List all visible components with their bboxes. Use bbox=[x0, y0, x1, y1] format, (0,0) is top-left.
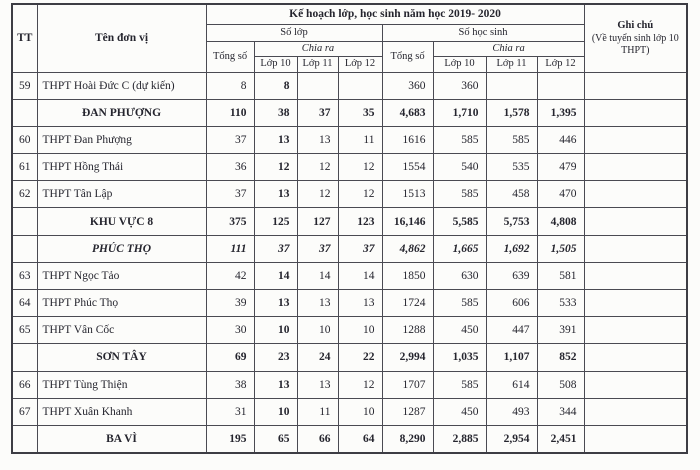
students-grade12: 581 bbox=[537, 262, 584, 289]
header-classes-group: Số lớp bbox=[206, 24, 382, 41]
students-total: 4,683 bbox=[382, 99, 433, 126]
header-classes-grade10: Lớp 10 bbox=[254, 56, 297, 72]
header-students-total: Tổng số bbox=[382, 41, 433, 72]
classes-total: 69 bbox=[206, 344, 254, 371]
row-number: 62 bbox=[12, 181, 37, 208]
classes-grade12: 13 bbox=[338, 290, 382, 317]
students-grade11: 447 bbox=[486, 317, 537, 344]
classes-total: 8 bbox=[206, 72, 254, 99]
students-grade10: 1,035 bbox=[433, 344, 486, 371]
classes-grade10: 65 bbox=[254, 425, 297, 452]
group-summary-row bbox=[12, 425, 687, 452]
students-grade12: 852 bbox=[537, 344, 584, 371]
classes-grade10: 13 bbox=[254, 371, 297, 398]
students-grade11: 1,692 bbox=[486, 235, 537, 262]
classes-total: 31 bbox=[206, 398, 254, 425]
unit-name: THPT Phúc Thọ bbox=[37, 290, 206, 317]
table-row bbox=[12, 290, 687, 317]
classes-grade12: 37 bbox=[338, 235, 382, 262]
header-students-grade11: Lớp 11 bbox=[486, 56, 537, 72]
note-cell bbox=[584, 235, 687, 262]
students-grade10: 5,585 bbox=[433, 208, 486, 235]
row-number: 63 bbox=[12, 262, 37, 289]
header-unit-name: Tên đơn vị bbox=[37, 4, 206, 72]
classes-grade10: 14 bbox=[254, 262, 297, 289]
classes-total: 37 bbox=[206, 181, 254, 208]
row-number: 59 bbox=[12, 72, 37, 99]
group-summary-row bbox=[12, 208, 687, 235]
students-total: 360 bbox=[382, 72, 433, 99]
table-row bbox=[12, 154, 687, 181]
students-grade12: 391 bbox=[537, 317, 584, 344]
table-row bbox=[12, 371, 687, 398]
table-header bbox=[12, 4, 687, 72]
students-total: 1616 bbox=[382, 126, 433, 153]
students-total: 1288 bbox=[382, 317, 433, 344]
header-classes-breakdown: Chia ra bbox=[254, 41, 382, 56]
note-cell bbox=[584, 126, 687, 153]
note-cell bbox=[584, 371, 687, 398]
unit-name: THPT Ngọc Tảo bbox=[37, 262, 206, 289]
classes-total: 36 bbox=[206, 154, 254, 181]
classes-grade12: 12 bbox=[338, 371, 382, 398]
students-total: 1554 bbox=[382, 154, 433, 181]
note-cell bbox=[584, 181, 687, 208]
row-number bbox=[12, 344, 37, 371]
classes-grade11: 10 bbox=[297, 317, 338, 344]
row-number bbox=[12, 208, 37, 235]
classes-grade12: 22 bbox=[338, 344, 382, 371]
students-grade10: 540 bbox=[433, 154, 486, 181]
students-grade11: 614 bbox=[486, 371, 537, 398]
students-grade11: 585 bbox=[486, 126, 537, 153]
classes-grade11 bbox=[297, 72, 338, 99]
classes-grade11: 13 bbox=[297, 371, 338, 398]
students-grade10: 585 bbox=[433, 126, 486, 153]
header-row-1 bbox=[12, 4, 687, 24]
classes-grade12: 123 bbox=[338, 208, 382, 235]
unit-name: THPT Vân Cốc bbox=[37, 317, 206, 344]
header-note bbox=[584, 4, 687, 72]
note-subtitle: (Về tuyển sinh lớp 10 THPT) bbox=[591, 32, 679, 57]
header-classes-grade11: Lớp 11 bbox=[297, 56, 338, 72]
students-grade12: 446 bbox=[537, 126, 584, 153]
row-number: 61 bbox=[12, 154, 37, 181]
students-grade12: 344 bbox=[537, 398, 584, 425]
students-grade11: 1,578 bbox=[486, 99, 537, 126]
note-cell bbox=[584, 317, 687, 344]
students-grade12: 508 bbox=[537, 371, 584, 398]
students-grade10: 630 bbox=[433, 262, 486, 289]
classes-total: 37 bbox=[206, 126, 254, 153]
classes-total: 111 bbox=[206, 235, 254, 262]
classes-grade12: 64 bbox=[338, 425, 382, 452]
students-grade10: 585 bbox=[433, 290, 486, 317]
row-number bbox=[12, 425, 37, 452]
classes-grade12: 11 bbox=[338, 126, 382, 153]
students-grade10: 2,885 bbox=[433, 425, 486, 452]
classes-total: 30 bbox=[206, 317, 254, 344]
note-cell bbox=[584, 398, 687, 425]
students-grade12: 1,395 bbox=[537, 99, 584, 126]
classes-grade10: 13 bbox=[254, 126, 297, 153]
students-grade12: 1,505 bbox=[537, 235, 584, 262]
classes-grade10: 13 bbox=[254, 181, 297, 208]
students-grade11: 639 bbox=[486, 262, 537, 289]
students-total: 1513 bbox=[382, 181, 433, 208]
classes-grade11: 11 bbox=[297, 398, 338, 425]
header-students-group: Số học sinh bbox=[382, 24, 584, 41]
classes-grade12: 35 bbox=[338, 99, 382, 126]
unit-name: THPT Tân Lập bbox=[37, 181, 206, 208]
unit-name: THPT Hồng Thái bbox=[37, 154, 206, 181]
students-total: 4,862 bbox=[382, 235, 433, 262]
classes-grade10: 23 bbox=[254, 344, 297, 371]
classes-grade11: 13 bbox=[297, 126, 338, 153]
classes-grade11: 24 bbox=[297, 344, 338, 371]
unit-name: BA VÌ bbox=[37, 425, 206, 452]
group-summary-row bbox=[12, 344, 687, 371]
students-grade10: 450 bbox=[433, 398, 486, 425]
classes-grade10: 12 bbox=[254, 154, 297, 181]
header-students-grade10: Lớp 10 bbox=[433, 56, 486, 72]
students-grade11: 458 bbox=[486, 181, 537, 208]
classes-grade10: 10 bbox=[254, 398, 297, 425]
classes-grade10: 8 bbox=[254, 72, 297, 99]
classes-grade12: 12 bbox=[338, 154, 382, 181]
header-plan-title: Kế hoạch lớp, học sinh năm học 2019- 2020 bbox=[206, 4, 584, 24]
classes-grade12: 14 bbox=[338, 262, 382, 289]
header-classes-total: Tổng số bbox=[206, 41, 254, 72]
classes-total: 110 bbox=[206, 99, 254, 126]
table-row bbox=[12, 398, 687, 425]
row-number: 66 bbox=[12, 371, 37, 398]
classes-grade10: 37 bbox=[254, 235, 297, 262]
table-row bbox=[12, 181, 687, 208]
classes-grade11: 37 bbox=[297, 235, 338, 262]
classes-grade11: 127 bbox=[297, 208, 338, 235]
students-grade10: 585 bbox=[433, 371, 486, 398]
students-grade11: 2,954 bbox=[486, 425, 537, 452]
unit-name: PHÚC THỌ bbox=[37, 235, 206, 262]
classes-grade11: 12 bbox=[297, 181, 338, 208]
note-title: Ghi chú bbox=[617, 19, 654, 31]
students-grade10: 1,710 bbox=[433, 99, 486, 126]
plan-table bbox=[11, 3, 688, 454]
students-grade12: 2,451 bbox=[537, 425, 584, 452]
unit-name: SƠN TÂY bbox=[37, 344, 206, 371]
header-tt: TT bbox=[12, 4, 37, 72]
classes-grade10: 38 bbox=[254, 99, 297, 126]
classes-grade11: 12 bbox=[297, 154, 338, 181]
classes-grade11: 13 bbox=[297, 290, 338, 317]
unit-name: THPT Xuân Khanh bbox=[37, 398, 206, 425]
students-grade11: 1,107 bbox=[486, 344, 537, 371]
classes-grade10: 13 bbox=[254, 290, 297, 317]
classes-total: 195 bbox=[206, 425, 254, 452]
unit-name: THPT Hoài Đức C (dự kiến) bbox=[37, 72, 206, 99]
header-students-breakdown: Chia ra bbox=[433, 41, 584, 56]
classes-total: 38 bbox=[206, 371, 254, 398]
classes-grade12: 12 bbox=[338, 181, 382, 208]
row-number: 65 bbox=[12, 317, 37, 344]
row-number: 64 bbox=[12, 290, 37, 317]
table-row bbox=[12, 317, 687, 344]
students-grade11: 5,753 bbox=[486, 208, 537, 235]
classes-grade12: 10 bbox=[338, 317, 382, 344]
group-summary-row bbox=[12, 99, 687, 126]
row-number bbox=[12, 99, 37, 126]
students-total: 1850 bbox=[382, 262, 433, 289]
students-grade10: 1,665 bbox=[433, 235, 486, 262]
unit-name: THPT Tùng Thiện bbox=[37, 371, 206, 398]
note-cell bbox=[584, 344, 687, 371]
unit-name: KHU VỰC 8 bbox=[37, 208, 206, 235]
students-grade12: 479 bbox=[537, 154, 584, 181]
classes-grade11: 14 bbox=[297, 262, 338, 289]
classes-grade10: 125 bbox=[254, 208, 297, 235]
students-total: 1724 bbox=[382, 290, 433, 317]
note-cell bbox=[584, 262, 687, 289]
note-cell bbox=[584, 99, 687, 126]
students-total: 1707 bbox=[382, 371, 433, 398]
students-grade10: 450 bbox=[433, 317, 486, 344]
header-classes-grade12: Lớp 12 bbox=[338, 56, 382, 72]
table-body bbox=[12, 72, 687, 453]
header-students-grade12: Lớp 12 bbox=[537, 56, 584, 72]
classes-grade12: 10 bbox=[338, 398, 382, 425]
students-grade12: 4,808 bbox=[537, 208, 584, 235]
group-summary-row bbox=[12, 235, 687, 262]
students-grade11: 535 bbox=[486, 154, 537, 181]
table-row bbox=[12, 72, 687, 99]
note-cell bbox=[584, 208, 687, 235]
students-grade12: 470 bbox=[537, 181, 584, 208]
classes-grade11: 37 bbox=[297, 99, 338, 126]
classes-total: 375 bbox=[206, 208, 254, 235]
classes-grade12 bbox=[338, 72, 382, 99]
note-cell bbox=[584, 72, 687, 99]
unit-name: THPT Đan Phượng bbox=[37, 126, 206, 153]
table-row bbox=[12, 126, 687, 153]
unit-name: ĐAN PHƯỢNG bbox=[37, 99, 206, 126]
classes-total: 39 bbox=[206, 290, 254, 317]
students-grade11: 606 bbox=[486, 290, 537, 317]
note-cell bbox=[584, 425, 687, 452]
students-grade12: 533 bbox=[537, 290, 584, 317]
classes-grade10: 10 bbox=[254, 317, 297, 344]
table-row bbox=[12, 262, 687, 289]
row-number: 60 bbox=[12, 126, 37, 153]
students-grade10: 585 bbox=[433, 181, 486, 208]
students-grade12 bbox=[537, 72, 584, 99]
classes-total: 42 bbox=[206, 262, 254, 289]
row-number: 67 bbox=[12, 398, 37, 425]
students-total: 16,146 bbox=[382, 208, 433, 235]
classes-grade11: 66 bbox=[297, 425, 338, 452]
students-grade11: 493 bbox=[486, 398, 537, 425]
row-number bbox=[12, 235, 37, 262]
students-total: 2,994 bbox=[382, 344, 433, 371]
note-cell bbox=[584, 290, 687, 317]
students-total: 1287 bbox=[382, 398, 433, 425]
students-total: 8,290 bbox=[382, 425, 433, 452]
note-cell bbox=[584, 154, 687, 181]
students-grade11 bbox=[486, 72, 537, 99]
students-grade10: 360 bbox=[433, 72, 486, 99]
